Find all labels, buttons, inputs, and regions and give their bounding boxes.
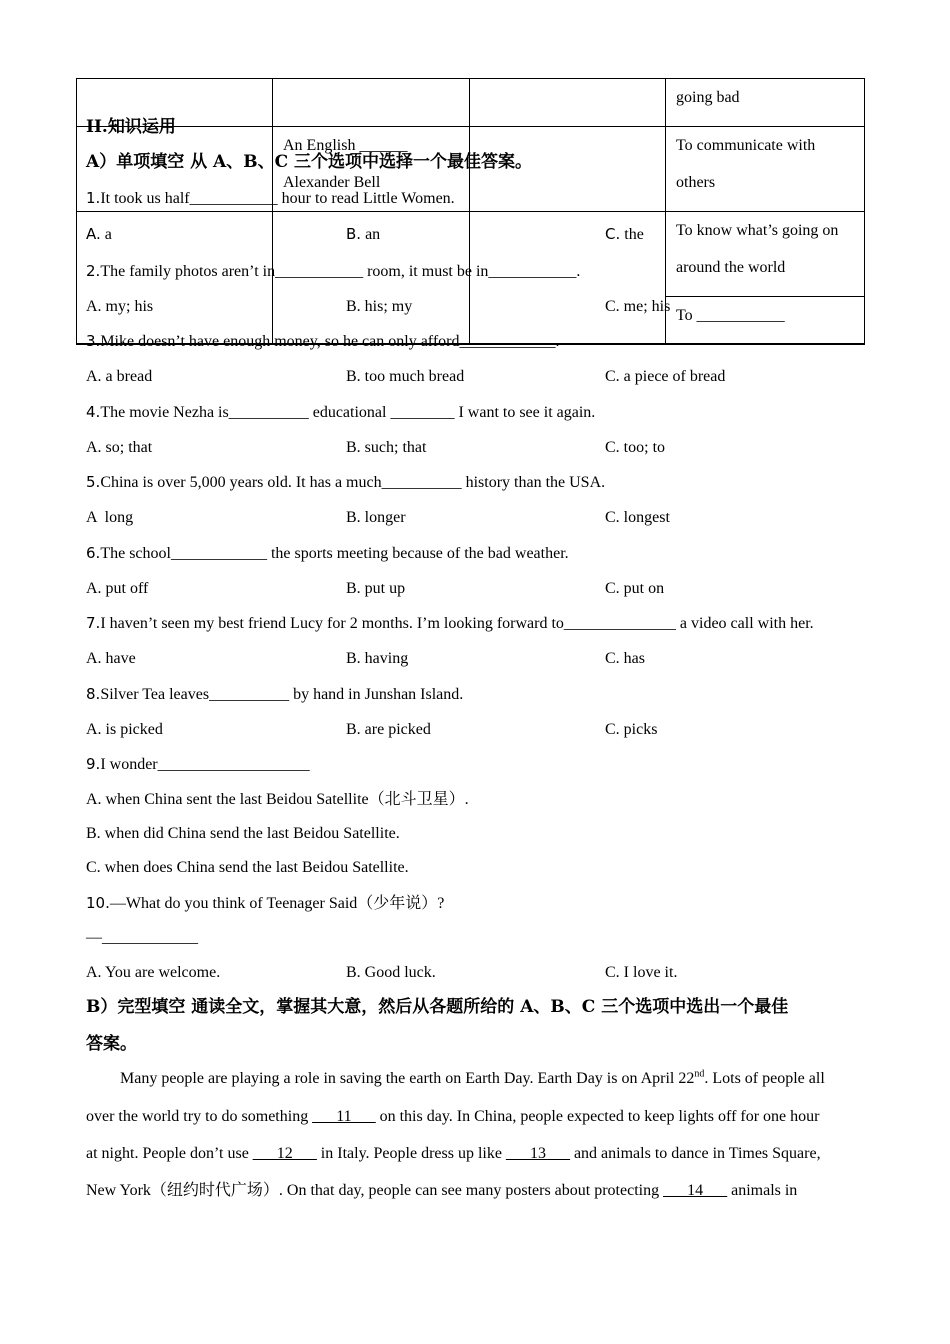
option-letter: B.: [346, 225, 362, 243]
option-c: C. too; to: [605, 439, 666, 456]
option-a: A. so; that: [86, 439, 153, 456]
option-c: C. a piece of bread: [605, 368, 726, 385]
option-c: C. I love it.: [605, 964, 678, 981]
question-text: I wonder___________________: [100, 756, 310, 773]
table-row-line: [665, 296, 864, 297]
passage-text: at night. People don’t use: [86, 1145, 253, 1162]
table-cell-text: To communicate with: [676, 137, 816, 154]
question-number: 8.: [86, 685, 101, 703]
question-7: [86, 613, 814, 634]
option-a: A. my; his: [86, 298, 154, 315]
question-4: [86, 402, 595, 423]
option-b: B. when did China send the last Beidou Satellite.: [86, 825, 400, 842]
section-title: II.知识运用: [86, 117, 176, 137]
passage-line-4: [86, 1181, 797, 1201]
question-text: Mike doesn’t have enough money, so he can only afford____________.: [100, 333, 560, 350]
question-text: —What do you think of Teenager Said（少年说）?: [109, 895, 445, 912]
passage-text: animals in: [727, 1182, 798, 1199]
table-cell-text: others: [676, 174, 716, 191]
question-number: 2.: [86, 262, 101, 280]
blank-12: ___12___: [252, 1145, 317, 1162]
table-cell-text: An English ______: [283, 137, 408, 154]
passage-line-2: [86, 1107, 819, 1127]
question-number: 9.: [86, 755, 101, 773]
passage-text: over the world try to do something: [86, 1108, 313, 1125]
question-8: [86, 684, 463, 705]
option-b: [346, 224, 380, 245]
option-b: B. such; that: [346, 439, 427, 456]
table-cell-text: going bad: [676, 89, 740, 106]
part-b-heading-cont: 答案。: [86, 1034, 137, 1054]
option-letter: A.: [86, 225, 101, 243]
question-number: 3.: [86, 332, 101, 350]
question-number: 4.: [86, 403, 101, 421]
passage-text: in Italy. People dress up like: [316, 1145, 506, 1162]
part-b-heading: B）完型填空 通读全文，掌握其大意，然后从各题所给的 A、B、C 三个选项中选出一个最佳: [86, 997, 789, 1017]
question-10: [86, 893, 444, 914]
option-a: A. You are welcome.: [86, 964, 221, 981]
passage-text: Many people are playing a role in saving the earth on Earth Day. Earth Day is on April 22: [120, 1070, 695, 1087]
passage-text: . Lots of people all: [704, 1070, 825, 1087]
part-a-heading: A）单项填空 从 A、B、C 三个选项中选择一个最佳答案。: [86, 152, 533, 172]
question-number: 7.: [86, 614, 101, 632]
table-cell-text: To ___________: [676, 307, 785, 324]
question-text: The school____________ the sports meeting because of the bad weather.: [100, 545, 569, 562]
option-c: C. has: [605, 650, 645, 667]
table-cell-text: around the world: [676, 259, 786, 276]
option-letter: C.: [605, 225, 621, 243]
table-row-line: [76, 211, 864, 212]
option-b: B. too much bread: [346, 368, 465, 385]
option-a: [86, 224, 112, 245]
question-text: Silver Tea leaves__________ by hand in Junshan Island.: [100, 686, 464, 703]
option-b: B. are picked: [346, 721, 431, 738]
option-c: C. when does China send the last Beidou Satellite.: [86, 859, 409, 876]
blank-14: ___14___: [663, 1182, 728, 1199]
passage-line-1: [120, 1069, 825, 1089]
option-a: A. have: [86, 650, 136, 667]
table-row-line: [76, 126, 864, 127]
question-number: 6.: [86, 544, 101, 562]
question-number: 1.: [86, 189, 101, 207]
option-text: the: [620, 226, 644, 243]
question-text: I haven’t seen my best friend Lucy for 2 months. I’m looking forward to______________ a video call with her.: [100, 615, 814, 632]
question-text: The movie Nezha is__________ educational ________ I want to see it again.: [100, 404, 596, 421]
option-a: A. a bread: [86, 368, 153, 385]
option-text: a: [100, 226, 112, 243]
passage-text: on this day. In China, people expected to keep lights off for one hour: [375, 1108, 820, 1125]
blank-11: ___11___: [312, 1108, 376, 1125]
option-b: B. put up: [346, 580, 406, 597]
option-c: C. put on: [605, 580, 665, 597]
passage-line-3: [86, 1144, 821, 1164]
passage-text: New York（纽约时代广场）. On that day, people can see many posters about protecting: [86, 1182, 664, 1199]
ordinal-suffix: nd: [694, 1068, 705, 1080]
option-b: B. Good luck.: [346, 964, 436, 981]
option-b: B. having: [346, 650, 409, 667]
option-c: [605, 224, 644, 245]
question-reply: —____________: [86, 929, 198, 946]
option-a: A long: [86, 509, 134, 526]
question-number: 5.: [86, 473, 101, 491]
option-c: C. me; his: [605, 298, 671, 315]
question-2: [86, 261, 580, 282]
question-text: It took us half___________ hour to read Little Women.: [100, 190, 455, 207]
question-6: [86, 543, 569, 564]
blank-13: ___13___: [505, 1145, 570, 1162]
question-text: The family photos aren’t in___________ room, it must be in___________.: [100, 263, 581, 280]
option-text: an: [361, 226, 381, 243]
option-a: A. when China sent the last Beidou Satellite（北斗卫星）.: [86, 791, 469, 808]
option-c: C. picks: [605, 721, 658, 738]
option-b: B. his; my: [346, 298, 413, 315]
option-a: A. is picked: [86, 721, 163, 738]
table-cell-text: Alexander Bell: [283, 174, 381, 191]
option-b: B. longer: [346, 509, 406, 526]
question-5: [86, 472, 605, 493]
question-text: China is over 5,000 years old. It has a much__________ history than the USA.: [100, 474, 606, 491]
table-cell-text: To know what’s going on: [676, 222, 839, 239]
question-9: [86, 754, 310, 775]
option-a: A. put off: [86, 580, 149, 597]
question-number: 10.: [86, 894, 110, 912]
option-c: C. longest: [605, 509, 670, 526]
passage-text: and animals to dance in Times Square,: [569, 1145, 821, 1162]
question-1: [86, 188, 455, 209]
question-3: [86, 331, 559, 352]
